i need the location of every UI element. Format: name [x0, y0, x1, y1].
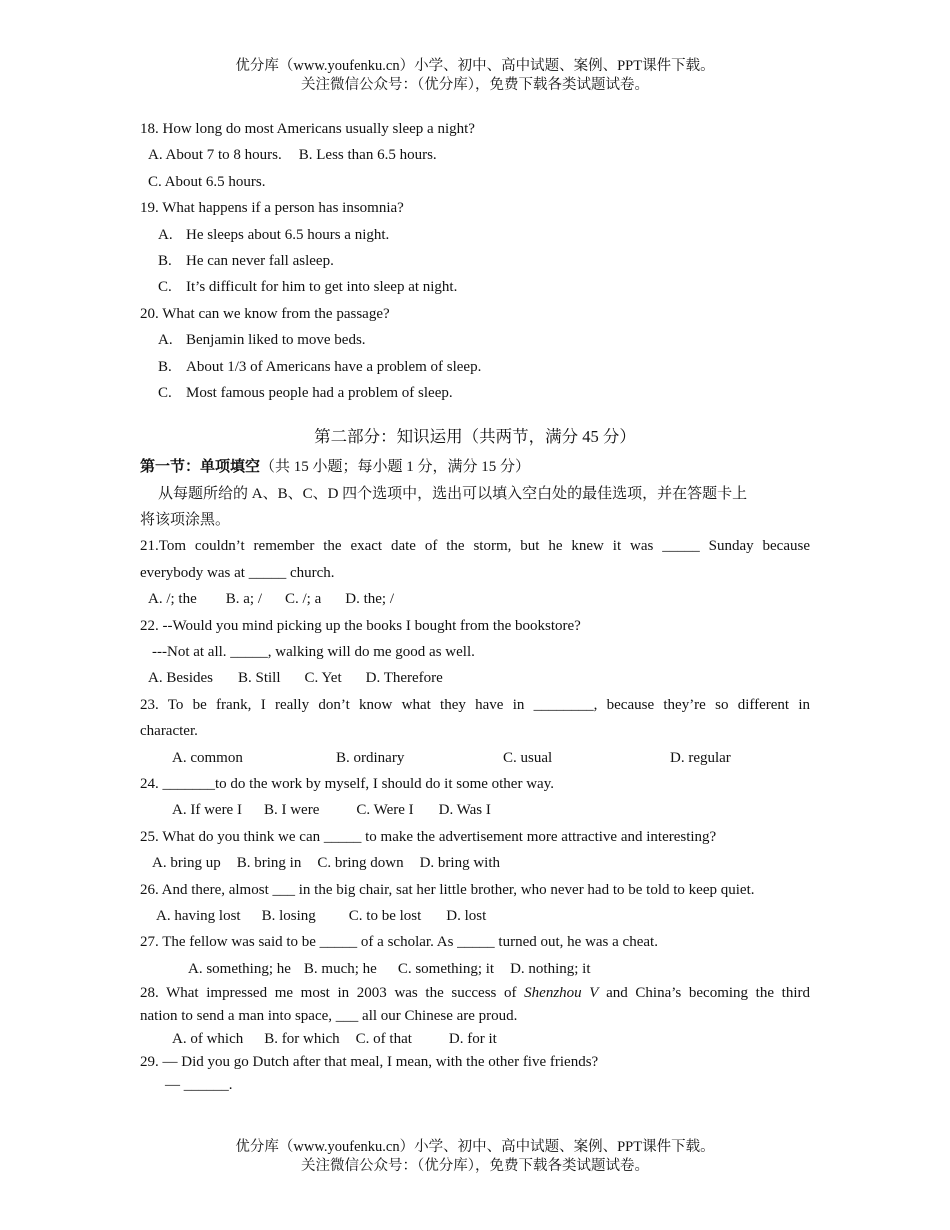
instruction-line-2: 将该项涂黑。 [140, 512, 231, 529]
option-text: He sleeps about 6.5 hours a night. [186, 226, 390, 243]
q27-option-b: B. much; he [303, 960, 377, 977]
q28-option-b: B. for which [264, 1031, 340, 1048]
q21-option-d: D. the; / [345, 591, 394, 608]
q28-option-a: A. of which [172, 1031, 244, 1048]
q21-option-b: B. a; / [225, 591, 262, 608]
q29-line-2: — ______. [165, 1077, 233, 1094]
option-text: He can never fall asleep. [186, 252, 334, 269]
q25-option-a: A. bring up [152, 855, 221, 872]
header-line-1: 优分库（www.youfenku.cn）小学、初中、高中试题、案例、PPT课件下载。 [235, 58, 715, 74]
q23-option-b: B. ordinary [336, 749, 405, 766]
q20-option [140, 354, 810, 380]
option-text: Benjamin liked to move beds. [186, 332, 366, 349]
q28-line-1-pre: 28. What impressed me most in 2003 was the success of [140, 985, 525, 1002]
q18-stem: 18. How long do most Americans usually sleep a night? [140, 121, 475, 137]
q23-option-d: D. regular [670, 749, 731, 766]
q20-stem: 20. What can we know from the passage? [140, 305, 390, 322]
q28-line-1-italic: Shenzhou V [524, 985, 599, 1002]
q19-stem: 19. What happens if a person has insomnia? [140, 200, 404, 217]
q23-options [140, 745, 810, 771]
q18-option-c: C. About 6.5 hours. [148, 173, 266, 190]
q27-option-a: A. something; he [188, 960, 291, 977]
page-footer [0, 1138, 950, 1176]
q27-options [140, 956, 810, 982]
q18-option-b: B. Less than 6.5 hours. [298, 147, 437, 164]
option-label: C. [158, 279, 172, 296]
q23-option-c: C. usual [503, 749, 553, 766]
q26-options [140, 903, 810, 929]
q22-line-1: 22. --Would you mind picking up the books I bought from the bookstore? [140, 617, 581, 634]
section1-heading-bold: 第一节：单项填空 [140, 459, 261, 476]
q22-options [140, 665, 810, 691]
q28-options [140, 1028, 810, 1051]
q26-option-d: D. lost [446, 907, 487, 924]
q26-option-b: B. losing [261, 907, 316, 924]
q23-line-2: character. [140, 723, 198, 740]
q18-options-row-1 [140, 142, 810, 168]
q26-line-1: 26. And there, almost ___ in the big chair, sat her little brother, who never had to be told to keep quiet. [140, 881, 755, 898]
q22-option-c: C. Yet [304, 670, 342, 687]
q18-option-a: A. About 7 to 8 hours. [148, 147, 282, 164]
section1-heading [140, 454, 810, 480]
q26-option-c: C. to be lost [348, 907, 422, 924]
q24-option-d: D. Was I [438, 802, 491, 819]
footer-line-1: 优分库（www.youfenku.cn）小学、初中、高中试题、案例、PPT课件下载。 [235, 1139, 715, 1155]
q24-option-b: B. I were [263, 802, 320, 819]
q21-line-2: everybody was at _____ church. [140, 564, 335, 581]
q21-line-1: 21.Tom couldn’t remember the exact date of the storm, but he knew it was _____ Sunday because [140, 538, 810, 555]
q19-option [140, 248, 810, 274]
page-header [0, 57, 950, 95]
option-text: Most famous people had a problem of sleep. [186, 384, 453, 401]
q20-option [140, 327, 810, 353]
option-label: B. [158, 252, 172, 269]
option-label: B. [158, 358, 172, 375]
q29-line-1: 29. — Did you go Dutch after that meal, I mean, with the other five friends? [140, 1054, 599, 1071]
q20-option [140, 380, 810, 406]
q27-line-1: 27. The fellow was said to be _____ of a scholar. As _____ turned out, he was a cheat. [140, 934, 658, 951]
q22-option-b: B. Still [238, 670, 281, 687]
q23-line-1: 23. To be frank, I really don’t know what they have in ________, because they’re so different in [140, 696, 810, 713]
option-label: A. [158, 226, 173, 243]
q25-line-1: 25. What do you think we can _____ to make the advertisement more attractive and interesting? [140, 828, 717, 845]
header-line-2: 关注微信公众号：（优分库），免费下载各类试题试卷。 [301, 77, 649, 93]
q28-option-d: D. for it [448, 1031, 497, 1048]
q21-option-c: C. /; a [285, 591, 322, 608]
q21-option-a: A. /; the [148, 591, 197, 608]
q28-line-2: nation to send a man into space, ___ all our Chinese are proud. [140, 1008, 518, 1025]
q25-option-d: D. bring with [419, 855, 501, 872]
q27-option-c: C. something; it [397, 960, 495, 977]
option-text: About 1/3 of Americans have a problem of sleep. [186, 358, 482, 375]
q24-option-c: C. Were I [356, 802, 414, 819]
q28-option-c: C. of that [355, 1031, 412, 1048]
footer-line-2: 关注微信公众号：（优分库），免费下载各类试题试卷。 [301, 1158, 649, 1174]
q24-options [140, 797, 810, 823]
q22-option-a: A. Besides [148, 670, 213, 687]
q19-option [140, 274, 810, 300]
q23-option-a: A. common [172, 749, 243, 766]
option-text: It’s difficult for him to get into sleep at night. [186, 279, 458, 296]
q26-option-a: A. having lost [156, 907, 241, 924]
q19-option [140, 222, 810, 248]
q24-option-a: A. If were I [172, 802, 242, 819]
q25-option-b: B. bring in [236, 855, 302, 872]
q25-options [140, 850, 810, 876]
q27-option-d: D. nothing; it [510, 960, 591, 977]
instruction-line-1: 从每题所给的 A、B、C、D 四个选项中，选出可以填入空白处的最佳选项，并在答题卡上 [158, 485, 748, 502]
part2-title: 第二部分：知识运用（共两节，满分 45 分） [314, 427, 636, 447]
exam-content [140, 116, 810, 1097]
section1-heading-rest: （共 15 小题；每小题 1 分，满分 15 分） [260, 459, 531, 476]
q28-line-1-post: and China’s becoming the third [598, 985, 810, 1002]
q25-option-c: C. bring down [317, 855, 404, 872]
q22-line-2: ---Not at all. _____, walking will do me good as well. [152, 644, 475, 661]
q24-line-1: 24. _______to do the work by myself, I should do it some other way. [140, 775, 554, 792]
q22-option-d: D. Therefore [365, 670, 443, 687]
q28-line-1 [140, 982, 810, 1005]
option-label: A. [158, 332, 173, 349]
q21-options [140, 586, 810, 612]
option-label: C. [158, 384, 172, 401]
